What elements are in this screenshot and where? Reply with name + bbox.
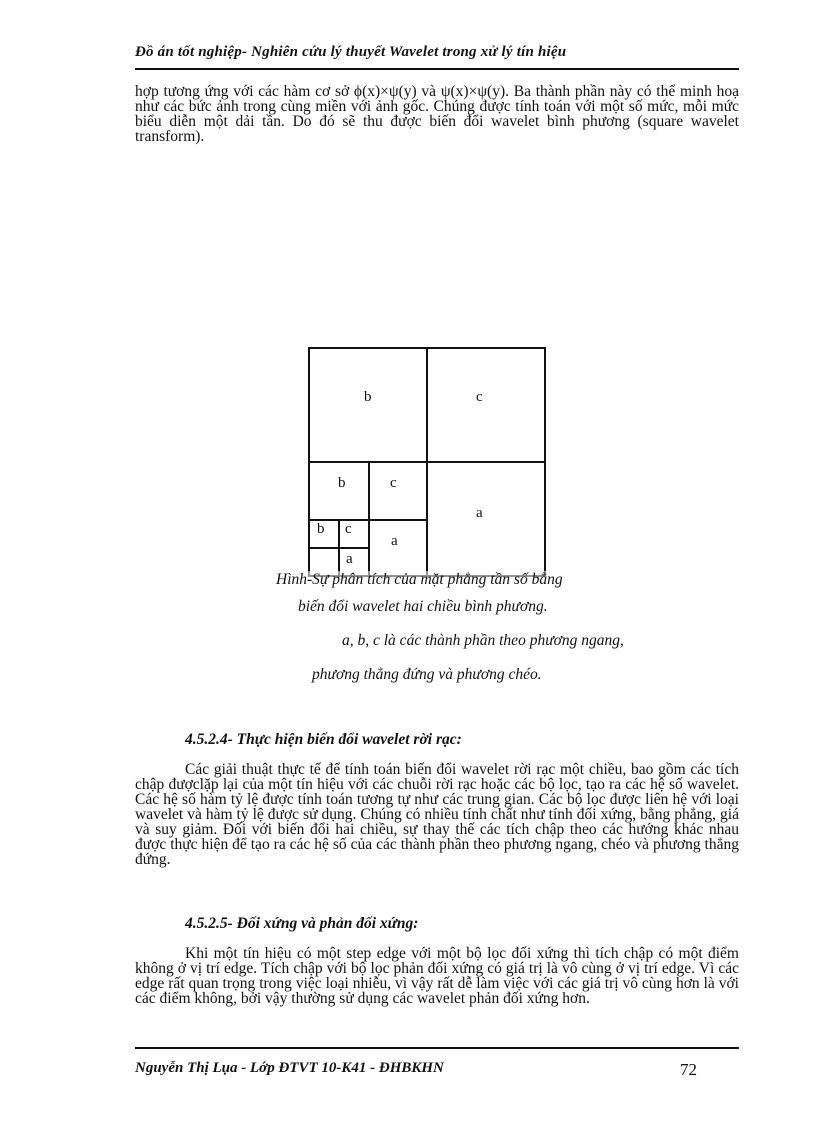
label-small-b: b [317, 521, 325, 537]
label-mid-a: a [476, 505, 483, 521]
section-heading-4524: 4.5.2.4- Thực hiện biến đổi wavelet rời rạc: [185, 731, 462, 748]
frequency-plane-figure [308, 347, 546, 577]
intro-paragraph [135, 84, 739, 144]
label-top-c: c [476, 389, 483, 405]
caption-line-2: biến đổi wavelet hai chiều bình phương. [298, 598, 548, 615]
section-text-4524: Các giải thuật thực tế để tính toán biến đổi wavelet rời rạc một chiều, bao gồm các tích chập đượclặp lại của một tín hiệu với các chuỗi rời rạc hoặc các bộ lọc, tạo ra các hệ số wavelet. Các hệ số hàm tỷ lệ được tính toán tương tự như các trung gian. Các bộ lọc được liên hệ với loại wavelet và hàm tỷ lệ được sử dụng. Chúng có nhiều tính chất như tính đối xứng, bằng phẳng, giá và suy giảm. Đối với biến đổi hai chiều, sự thay thế các tích chập theo các hướng khác nhau được thực hiện để tạo ra các hệ số của các thành phần theo phương ngang, chéo và phương thẳng đứng. [135, 761, 739, 868]
figure-mid-horizontal [308, 519, 428, 521]
label-mid-b: b [338, 475, 346, 491]
intro-text: hợp tương ứng với các hàm cơ sở ϕ(x)×ψ(y) và ψ(x)×ψ(y). Ba thành phần này có thể minh hoạ như các bức ảnh trong cùng miền với ảnh gốc. Chúng được tính toán với một số mức, mỗi mức biểu diễn một dải tần. Do đó sẽ thu được biến đổi wavelet bình phương (square wavelet transform). [135, 83, 739, 145]
label-small-a: a [391, 533, 398, 549]
section-body-4525 [135, 946, 739, 1006]
header-title: Đồ án tốt nghiệp- Nghiên cứu lý thuyết Wavelet trong xử lý tín hiệu [135, 44, 567, 60]
footer-author: Nguyễn Thị Lụa - Lớp ĐTVT 10-K41 - ĐHBKHN [135, 1060, 444, 1076]
caption-line-1: Hình-Sự phân tích của mặt phẳng tần số bằng [276, 571, 563, 588]
page-number: 72 [680, 1060, 697, 1079]
label-top-b: b [364, 389, 372, 405]
section-text-4525: Khi một tín hiệu có một step edge với một bộ lọc đối xứng thì tích chập có một điểm không ở vị trí edge. Tích chập với bộ lọc phản đối xứng có giá trị là vô cùng ở vị trí edge. Vì các edge rất quan trọng trong việc loại nhiễu, vì vậy rất dễ làm việc với các giá trị vô cùng hơn là với các điểm không, bởi vậy thường sử dụng các wavelet phản đối xứng hơn. [135, 945, 739, 1007]
caption-line-4: phương thẳng đứng và phương chéo. [312, 666, 542, 683]
label-small-a2: a [346, 551, 353, 567]
section-body-4524 [135, 762, 739, 867]
caption-line-3: a, b, c là các thành phần theo phương ngang, [342, 632, 624, 649]
label-small-c: c [345, 521, 352, 537]
figure-small-horizontal [308, 547, 370, 549]
footer-rule [135, 1047, 739, 1049]
figure-horizontal-divider [308, 461, 546, 463]
label-mid-c: c [390, 475, 397, 491]
section-heading-4525: 4.5.2.5- Đối xứng và phản đối xứng: [185, 915, 419, 932]
header-rule [135, 68, 739, 70]
